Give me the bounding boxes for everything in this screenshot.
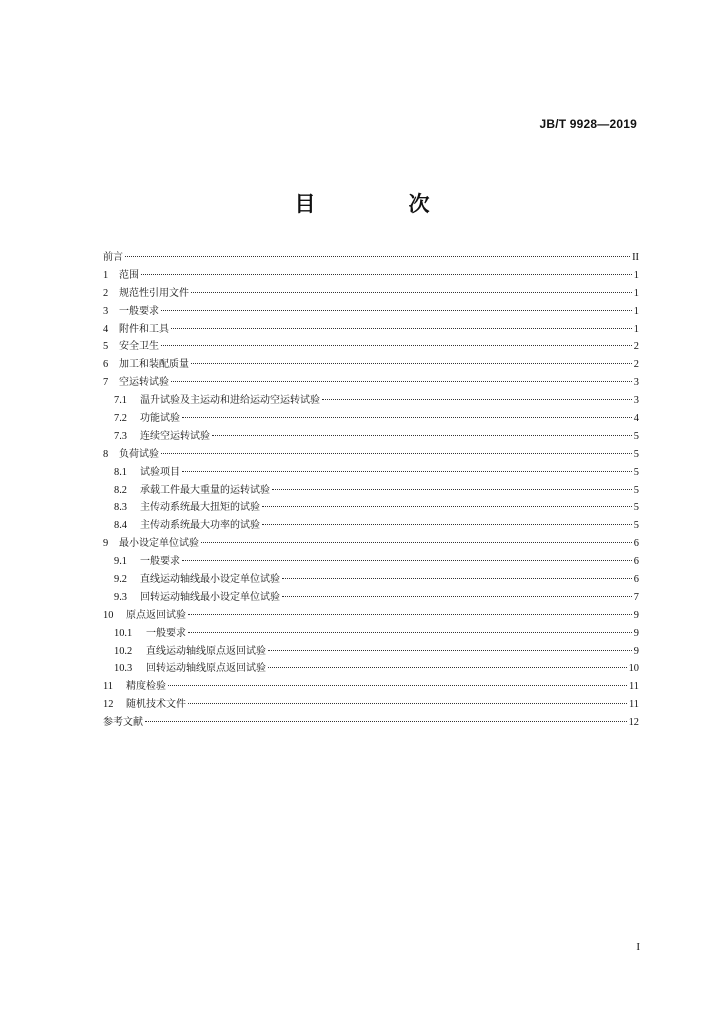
toc-entry[interactable] (103, 374, 639, 392)
toc-entry-number: 8.1 (114, 466, 127, 478)
toc-entry-label: 试验项目 (140, 466, 180, 478)
toc-entry-number: 10.1 (114, 627, 133, 639)
toc-entry-number: 10.2 (114, 645, 133, 657)
dot-leader (268, 667, 627, 668)
toc-entry-label: 最小设定单位试验 (119, 538, 199, 550)
toc-entry-page-number: 1 (633, 287, 639, 299)
toc-entry-page-number: 7 (633, 591, 639, 603)
toc-entry[interactable] (103, 410, 639, 428)
toc-entry-number: 7 (103, 377, 109, 389)
toc-entry-number: 11 (103, 681, 114, 693)
toc-entry-number: 3 (103, 305, 109, 317)
toc-entry[interactable] (103, 589, 639, 607)
toc-entry-label: 回转运动轴线最小设定单位试验 (140, 591, 280, 603)
toc-entry-label: 承载工件最大重量的运转试验 (140, 484, 270, 496)
toc-entry-label: 温升试验及主运动和进给运动空运转试验 (140, 395, 320, 407)
toc-entry-page-number: 4 (633, 413, 639, 425)
toc-entry-label: 范围 (119, 269, 139, 281)
toc-entry[interactable] (103, 464, 639, 482)
dot-leader (125, 256, 630, 257)
toc-entry-page-number: II (632, 252, 639, 263)
toc-entry-label: 连续空运转试验 (140, 430, 210, 442)
toc-entry[interactable] (103, 499, 639, 517)
toc-entry-page-number: 5 (633, 430, 639, 442)
toc-entry-page-number: 5 (633, 466, 639, 478)
dot-leader (282, 596, 632, 597)
toc-entry-number: 5 (103, 341, 109, 353)
toc-entry-number: 4 (103, 323, 109, 335)
dot-leader (268, 650, 632, 651)
toc-entry-page-number: 5 (633, 520, 639, 532)
dot-leader (272, 489, 632, 490)
toc-entry-number: 8 (103, 448, 109, 460)
page-folio: I (636, 941, 640, 953)
dot-leader (161, 310, 632, 311)
dot-leader (141, 274, 632, 275)
toc-entry[interactable] (103, 338, 639, 356)
toc-entry-label: 功能试验 (140, 413, 180, 425)
toc-entry-number: 1 (103, 269, 109, 281)
toc-entry-label: 前言 (103, 252, 123, 263)
toc-entry-number: 8.3 (114, 502, 127, 514)
toc-entry-page-number: 5 (633, 502, 639, 514)
toc-entry[interactable] (103, 356, 639, 374)
standard-code: JB/T 9928—2019 (539, 117, 637, 131)
toc-entry-number: 7.2 (114, 413, 127, 425)
toc-entry-page-number: 1 (633, 323, 639, 335)
toc-entry-label: 参考文献 (103, 717, 143, 729)
toc-entry[interactable] (103, 267, 639, 285)
dot-leader (191, 292, 632, 293)
toc-entry-page-number: 3 (633, 395, 639, 407)
dot-leader (171, 381, 632, 382)
toc-entry-label: 主传动系统最大功率的试验 (140, 520, 260, 532)
toc-entry-number: 8.4 (114, 520, 127, 532)
toc-entry[interactable] (103, 571, 639, 589)
toc-entry-label: 空运转试验 (119, 377, 169, 389)
toc-entry-label: 加工和装配质量 (119, 359, 189, 371)
toc-entry-page-number: 1 (633, 269, 639, 281)
dot-leader (161, 453, 632, 454)
toc-entry[interactable] (103, 517, 639, 535)
dot-leader (188, 703, 627, 704)
toc-entry-number: 8.2 (114, 484, 127, 496)
page-title: 目 次 (294, 192, 466, 216)
dot-leader (201, 542, 632, 543)
dot-leader (191, 363, 632, 364)
toc-entry-number: 6 (103, 359, 109, 371)
dot-leader (262, 506, 632, 507)
toc-entry-label: 附件和工具 (119, 323, 169, 335)
toc-entry-page-number: 1 (633, 305, 639, 317)
toc-entry-page-number: 5 (633, 448, 639, 460)
toc-entry-number: 7.3 (114, 430, 127, 442)
toc-entry-label: 一般要求 (119, 305, 159, 317)
toc-entry-label: 负荷试验 (119, 448, 159, 460)
toc-entry-label: 一般要求 (140, 556, 180, 568)
toc-entry[interactable] (103, 321, 639, 339)
toc-entry-page-number: 3 (633, 377, 639, 389)
toc-entry[interactable] (103, 696, 639, 714)
dot-leader (188, 614, 632, 615)
toc-entry-page-number: 11 (628, 681, 639, 693)
toc-entry-page-number: 2 (633, 341, 639, 353)
dot-leader (171, 328, 632, 329)
toc-entry[interactable] (103, 535, 639, 553)
toc-entry-number: 2 (103, 287, 109, 299)
dot-leader (262, 524, 632, 525)
toc-entry-label: 原点返回试验 (126, 609, 186, 621)
toc-entry[interactable] (103, 249, 639, 267)
toc-entry-page-number: 5 (633, 484, 639, 496)
toc-entry-page-number: 9 (633, 609, 639, 621)
toc-entry[interactable] (103, 553, 639, 571)
toc-entry[interactable] (103, 303, 639, 321)
toc-entry-page-number: 6 (633, 574, 639, 586)
table-of-contents (103, 249, 639, 732)
toc-entry[interactable] (103, 660, 639, 678)
toc-entry[interactable] (103, 482, 639, 500)
toc-entry[interactable] (103, 625, 639, 643)
toc-entry[interactable] (103, 643, 639, 661)
toc-entry[interactable] (103, 428, 639, 446)
toc-entry-label: 精度检验 (126, 681, 166, 693)
toc-entry-page-number: 9 (633, 645, 639, 657)
toc-entry[interactable] (103, 714, 639, 732)
dot-leader (182, 560, 632, 561)
toc-entry-number: 9 (103, 538, 109, 550)
dot-leader (168, 685, 627, 686)
toc-entry-label: 主传动系统最大扭矩的试验 (140, 502, 260, 514)
toc-entry-page-number: 6 (633, 538, 639, 550)
dot-leader (282, 578, 632, 579)
toc-entry-number: 10 (103, 609, 114, 621)
toc-entry-page-number: 9 (633, 627, 639, 639)
toc-entry-page-number: 2 (633, 359, 639, 371)
toc-entry-label: 回转运动轴线原点返回试验 (146, 663, 266, 675)
toc-entry-page-number: 12 (628, 717, 639, 729)
dot-leader (212, 435, 632, 436)
toc-entry[interactable] (103, 678, 639, 696)
dot-leader (182, 471, 632, 472)
toc-entry-label: 一般要求 (146, 627, 186, 639)
toc-entry-number: 7.1 (114, 395, 127, 407)
dot-leader (188, 632, 632, 633)
toc-entry-label: 规范性引用文件 (119, 287, 189, 299)
toc-entry[interactable] (103, 446, 639, 464)
dot-leader (145, 721, 627, 722)
dot-leader (322, 399, 632, 400)
toc-entry-label: 安全卫生 (119, 341, 159, 353)
toc-entry-number: 12 (103, 699, 114, 711)
dot-leader (182, 417, 632, 418)
toc-entry[interactable] (103, 285, 639, 303)
toc-entry[interactable] (103, 392, 639, 410)
toc-entry-number: 10.3 (114, 663, 133, 675)
toc-entry-page-number: 11 (628, 699, 639, 711)
dot-leader (161, 345, 632, 346)
toc-entry-label: 直线运动轴线最小设定单位试验 (140, 574, 280, 586)
toc-entry[interactable] (103, 607, 639, 625)
toc-entry-label: 直线运动轴线原点返回试验 (146, 645, 266, 657)
toc-entry-page-number: 10 (628, 663, 639, 675)
toc-entry-number: 9.2 (114, 574, 127, 586)
toc-entry-number: 9.3 (114, 591, 127, 603)
toc-entry-page-number: 6 (633, 556, 639, 568)
toc-entry-number: 9.1 (114, 556, 127, 568)
toc-entry-label: 随机技术文件 (126, 699, 186, 711)
